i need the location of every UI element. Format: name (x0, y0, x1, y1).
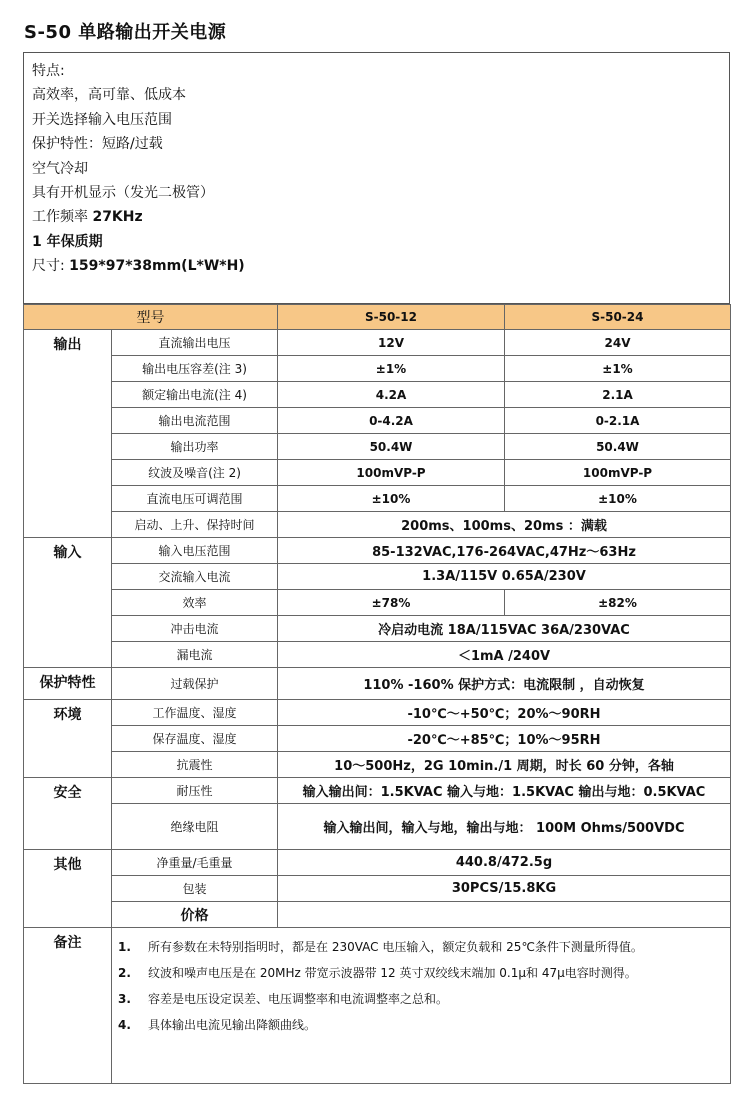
param-value-model-2: ±1% (505, 356, 731, 382)
param-value: 30PCS/15.8KG (278, 876, 731, 902)
param-label: 效率 (112, 590, 278, 616)
feature-value: 27KHz (92, 209, 143, 226)
feature-line (32, 181, 729, 205)
table-row (24, 778, 731, 804)
param-label: 价格 (112, 902, 278, 928)
param-label: 输入电压范围 (112, 538, 278, 564)
header-model-1: S-50-12 (278, 305, 505, 330)
table-row (24, 700, 731, 726)
header-model-2: S-50-24 (505, 305, 731, 330)
param-label: 冲击电流 (112, 616, 278, 642)
note-number: 3. (118, 992, 131, 1006)
param-value-model-2: 2.1A (505, 382, 731, 408)
feature-value: 159*97*38mm(L*W*H) (69, 258, 245, 275)
param-value: 输入输出间，输入与地，输出与地： 100M Ohms/500VDC (278, 804, 731, 850)
notes-category: 备注 (24, 928, 112, 1084)
table-row (24, 876, 731, 902)
note-number: 2. (118, 966, 131, 980)
table-row (24, 330, 731, 356)
param-label: 直流输出电压 (112, 330, 278, 356)
feature-line (32, 254, 729, 278)
param-value: 1.3A/115V 0.65A/230V (278, 564, 731, 590)
note-item (112, 934, 730, 960)
table-row (24, 434, 731, 460)
table-row (24, 616, 731, 642)
param-label: 输出功率 (112, 434, 278, 460)
param-value: 440.8/472.5g (278, 850, 731, 876)
param-value: 85-132VAC,176-264VAC,47Hz～63Hz (278, 538, 731, 564)
param-label: 交流输入电流 (112, 564, 278, 590)
param-value-model-1: 4.2A (278, 382, 505, 408)
param-label: 包装 (112, 876, 278, 902)
note-number: 4. (118, 1018, 131, 1032)
note-item (112, 960, 730, 986)
table-row (24, 752, 731, 778)
table-header-row (24, 305, 731, 330)
spec-table (23, 304, 731, 1084)
feature-line (32, 108, 729, 132)
param-value-model-1: 12V (278, 330, 505, 356)
table-row (24, 408, 731, 434)
feature-text: 尺寸: (32, 258, 70, 275)
feature-text: 空气冷却 (32, 160, 88, 177)
note-item (112, 1012, 730, 1038)
param-value: 冷启动电流 18A/115VAC 36A/230VAC (278, 616, 731, 642)
features-heading: 特点: (32, 63, 65, 79)
param-label: 直流电压可调范围 (112, 486, 278, 512)
feature-line (32, 83, 729, 107)
param-value-model-1: ±78% (278, 590, 505, 616)
category-cell: 环境 (24, 700, 112, 778)
table-row (24, 512, 731, 538)
table-row (24, 642, 731, 668)
table-row (24, 538, 731, 564)
param-label: 绝缘电阻 (112, 804, 278, 850)
param-value-model-1: 0-4.2A (278, 408, 505, 434)
feature-line (32, 157, 729, 181)
table-row (24, 850, 731, 876)
table-row (24, 590, 731, 616)
param-value: 10～500Hz，2G 10min./1 周期，时长 60 分钟，各轴 (278, 752, 731, 778)
param-label: 保存温度、湿度 (112, 726, 278, 752)
table-row (24, 902, 731, 928)
param-value: -10℃～+50℃；20%～90RH (278, 700, 731, 726)
param-value-model-1: 50.4W (278, 434, 505, 460)
table-row (24, 460, 731, 486)
param-value: ＜1mA /240V (278, 642, 731, 668)
param-label: 过载保护 (112, 668, 278, 700)
param-value-model-2: ±82% (505, 590, 731, 616)
param-label: 漏电流 (112, 642, 278, 668)
param-value: 110% -160% 保护方式：电流限制 ，自动恢复 (278, 668, 731, 700)
feature-line (32, 205, 729, 229)
features-box (23, 52, 730, 304)
category-cell: 其他 (24, 850, 112, 928)
table-row (24, 382, 731, 408)
param-label: 净重量/毛重量 (112, 850, 278, 876)
param-value: 200ms、100ms、20ms ：满载 (278, 512, 731, 538)
param-label: 启动、上升、保持时间 (112, 512, 278, 538)
param-value-model-1: ±10% (278, 486, 505, 512)
note-number: 1. (118, 940, 131, 954)
notes-row (24, 928, 731, 1084)
note-text: 所有参数在未特别指明时，都是在 230VAC 电压输入，额定负载和 25℃条件下测量所得值。 (148, 940, 643, 954)
category-cell: 输入 (24, 538, 112, 668)
notes-list (112, 928, 731, 1084)
category-cell: 安全 (24, 778, 112, 850)
param-label: 抗震性 (112, 752, 278, 778)
feature-line (32, 230, 729, 254)
feature-text: 工作频率 (32, 209, 93, 226)
param-label: 工作温度、湿度 (112, 700, 278, 726)
table-row (24, 564, 731, 590)
param-value-model-1: 100mVP-P (278, 460, 505, 486)
param-value-model-2: 0-2.1A (505, 408, 731, 434)
category-cell: 保护特性 (24, 668, 112, 700)
param-value: -20℃～+85℃；10%～95RH (278, 726, 731, 752)
feature-line (32, 132, 729, 156)
param-label: 输出电压容差(注 3) (112, 356, 278, 382)
note-item (112, 986, 730, 1012)
feature-value: 1 年保质期 (32, 233, 103, 250)
param-value-model-1: ±1% (278, 356, 505, 382)
table-row (24, 356, 731, 382)
param-value-model-2: ±10% (505, 486, 731, 512)
header-model-label: 型号 (24, 305, 278, 330)
feature-text: 具有开机显示（发光二极管） (32, 184, 214, 201)
table-row (24, 486, 731, 512)
param-value (278, 902, 731, 928)
page-title: S-50 单路输出开关电源 (24, 22, 227, 43)
category-cell: 输出 (24, 330, 112, 538)
feature-text: 开关选择输入电压范围 (32, 111, 172, 128)
note-text: 纹波和噪声电压是在 20MHz 带宽示波器带 12 英寸双绞线末端加 0.1μ和 47μ电容时测得。 (148, 966, 637, 980)
note-text: 容差是电压设定误差、电压调整率和电流调整率之总和。 (148, 992, 449, 1006)
param-value: 输入输出间：1.5KVAC 输入与地：1.5KVAC 输出与地：0.5KVAC (278, 778, 731, 804)
feature-text: 高效率，高可靠、低成本 (32, 87, 186, 104)
param-label: 纹波及噪音(注 2) (112, 460, 278, 486)
table-row (24, 726, 731, 752)
param-label: 额定输出电流(注 4) (112, 382, 278, 408)
param-value-model-2: 100mVP-P (505, 460, 731, 486)
feature-text: 保护特性：短路/过载 (32, 136, 163, 153)
param-label: 输出电流范围 (112, 408, 278, 434)
table-row (24, 804, 731, 850)
param-value-model-2: 50.4W (505, 434, 731, 460)
table-row (24, 668, 731, 700)
note-text: 具体输出电流见输出降额曲线。 (148, 1018, 317, 1032)
param-label: 耐压性 (112, 778, 278, 804)
param-value-model-2: 24V (505, 330, 731, 356)
